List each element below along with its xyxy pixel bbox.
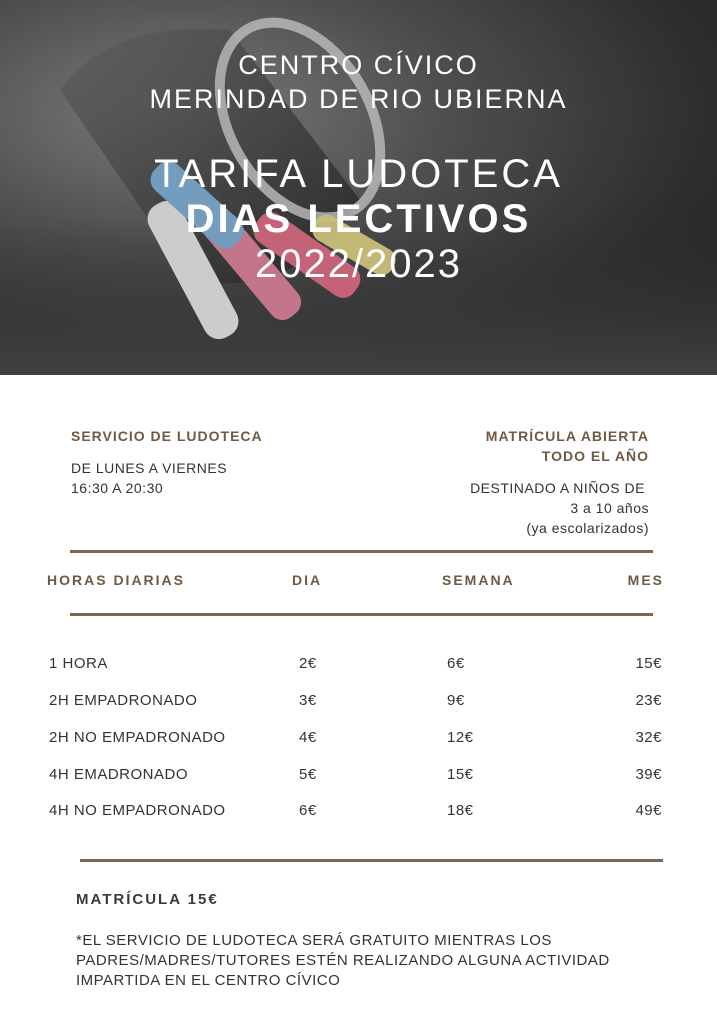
header-horas: HORAS DIARIAS	[47, 572, 186, 588]
center-name-line1: CENTRO CÍVICO	[238, 50, 479, 80]
row-label: 2H NO EMPADRONADO	[49, 729, 226, 746]
enrollment-line1: MATRÍCULA ABIERTA	[485, 428, 649, 444]
enrollment-fee: MATRÍCULA 15€	[76, 891, 219, 908]
target-line2: 3 a 10 años	[570, 500, 649, 516]
page-subtitle: DIAS LECTIVOS	[185, 197, 532, 241]
school-year: 2022/2023	[254, 242, 463, 286]
target-line1: DESTINADO A NIÑOS DE	[470, 480, 645, 496]
page-title: TARIFA LUDOTECA	[154, 152, 563, 196]
row-mes: 39€	[635, 766, 662, 783]
row-mes: 32€	[635, 729, 662, 746]
row-label: 4H EMADRONADO	[49, 766, 189, 783]
table-row	[0, 766, 717, 786]
table-row	[0, 692, 717, 712]
divider-top	[70, 550, 653, 553]
row-semana: 9€	[447, 692, 465, 709]
table-row	[0, 802, 717, 822]
service-hours: 16:30 A 20:30	[71, 480, 164, 496]
enrollment-line2: TODO EL AÑO	[541, 448, 649, 464]
center-name-line2: MERINDAD DE RIO UBIERNA	[149, 84, 568, 114]
service-title: SERVICIO DE LUDOTECA	[71, 428, 263, 444]
row-dia: 4€	[299, 729, 317, 746]
table-row	[0, 655, 717, 675]
header-mes: MES	[627, 572, 664, 588]
row-dia: 5€	[299, 766, 317, 783]
row-dia: 6€	[299, 802, 317, 819]
header-banner	[0, 0, 717, 375]
row-mes: 15€	[635, 655, 662, 672]
target-line3: (ya escolarizados)	[526, 520, 649, 536]
row-dia: 2€	[299, 655, 317, 672]
row-label: 4H NO EMPADRONADO	[49, 802, 226, 819]
row-mes: 23€	[635, 692, 662, 709]
divider-bottom	[80, 859, 663, 862]
row-mes: 49€	[635, 802, 662, 819]
row-label: 2H EMPADRONADO	[49, 692, 198, 709]
table-row	[0, 729, 717, 749]
header-semana: SEMANA	[442, 572, 515, 588]
divider-header	[70, 613, 653, 616]
row-label: 1 HORA	[49, 655, 108, 672]
row-semana: 12€	[447, 729, 474, 746]
row-semana: 6€	[447, 655, 465, 672]
footnote: *EL SERVICIO DE LUDOTECA SERÁ GRATUITO MIENTRAS LOS PADRES/MADRES/TUTORES ESTÉN REALIZANDO ALGUNA ACTIVIDAD IMPARTIDA EN EL CENTRO CÍVICO	[76, 932, 610, 989]
service-days: DE LUNES A VIERNES	[71, 460, 228, 476]
row-semana: 15€	[447, 766, 474, 783]
header-dia: DIA	[292, 572, 323, 588]
row-dia: 3€	[299, 692, 317, 709]
row-semana: 18€	[447, 802, 474, 819]
